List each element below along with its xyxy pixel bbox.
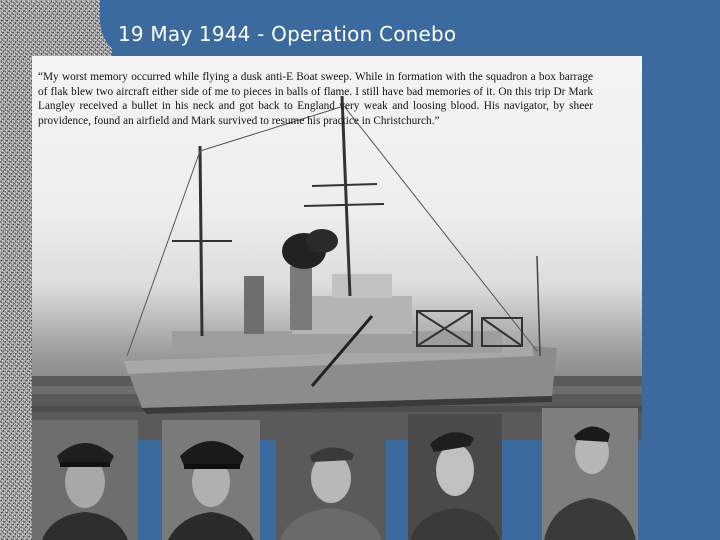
- quote-text: “My worst memory occurred while flying a dusk anti-E Boat sweep. While in formation with the squadron a box barrage of flak blew two aircraft either side of me to pieces in balls of flame. I still have bad memories of it. On this trip Dr Mark Langley received a bullet in his neck and got back to England very weak and loosing blood. His navigator, by sheer providence, found an airfield and Mark survived to resume his practice in Christchurch.”: [38, 71, 593, 127]
- portrait-3: [276, 420, 386, 540]
- portrait-4: [408, 414, 502, 540]
- portrait-2: [162, 420, 260, 540]
- slide-title: 19 May 1944 - Operation Conebo: [118, 22, 457, 46]
- portrait-1: [32, 420, 138, 540]
- portrait-5: [542, 408, 638, 540]
